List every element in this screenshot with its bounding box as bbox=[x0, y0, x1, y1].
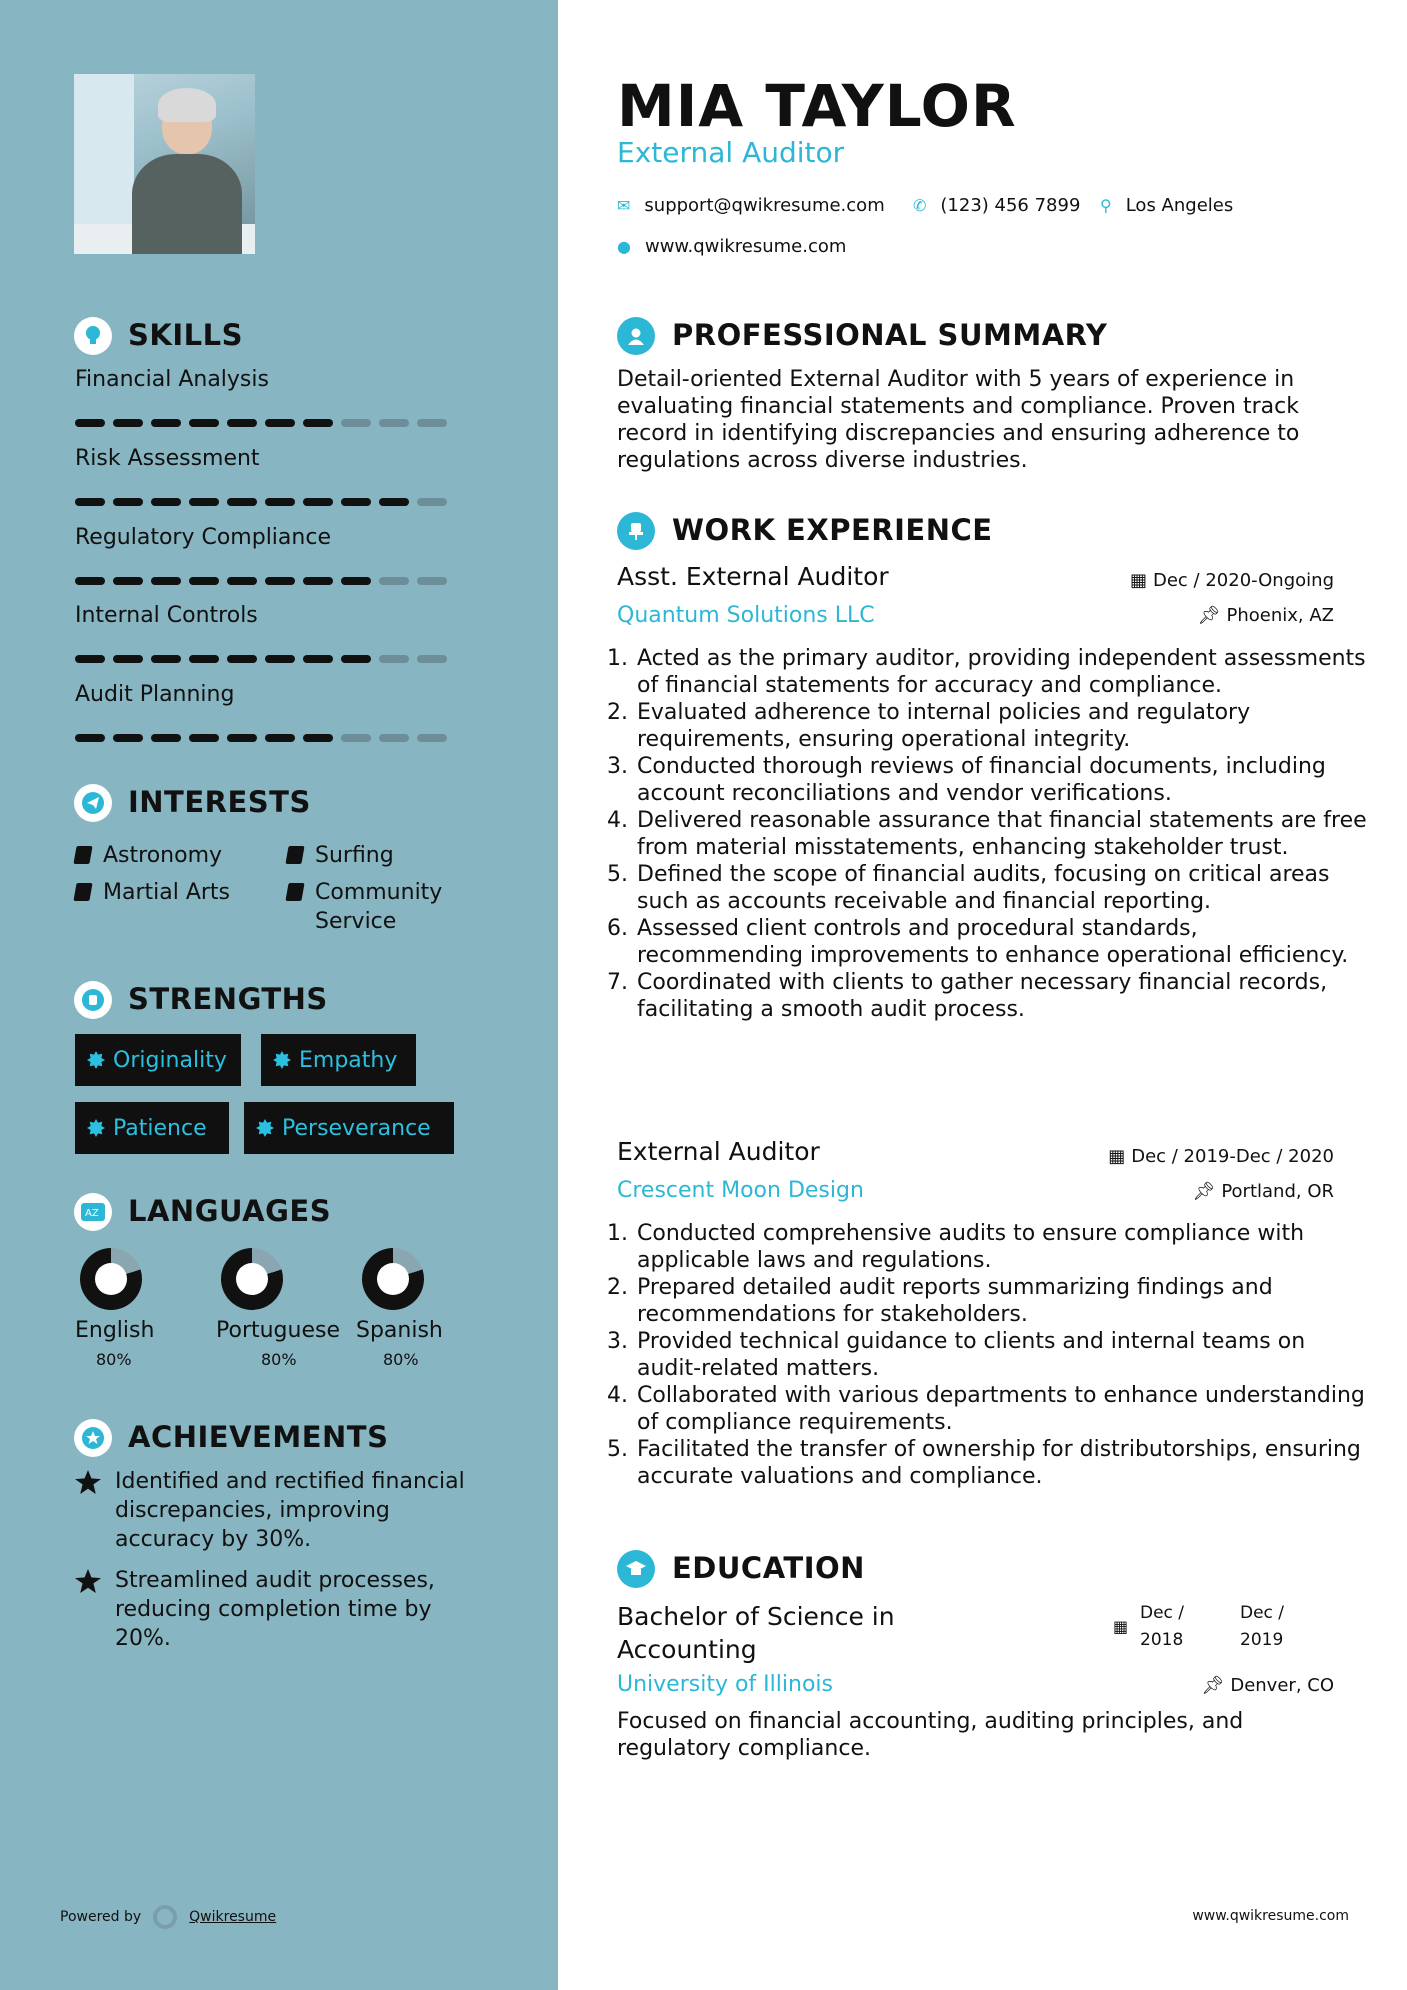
skill-segment-filled bbox=[189, 419, 219, 427]
skill-segment-filled bbox=[303, 577, 333, 585]
book-icon bbox=[73, 883, 92, 901]
footer-url[interactable]: www.qwikresume.com bbox=[1192, 1908, 1349, 1924]
interest-item: Community Service bbox=[287, 878, 472, 936]
skill-segment-filled bbox=[265, 498, 295, 506]
education-title: EDUCATION bbox=[672, 1551, 865, 1585]
skill-segment-filled bbox=[341, 655, 371, 663]
skill-segment-filled bbox=[151, 734, 181, 742]
skill-segment-filled bbox=[75, 577, 105, 585]
contact-phone[interactable]: ✆ (123) 456 7899 bbox=[913, 195, 1081, 216]
job-duties bbox=[612, 645, 1370, 1023]
skill-segment-filled bbox=[227, 419, 257, 427]
contact-email[interactable]: ✉ support@qwikresume.com bbox=[617, 195, 885, 216]
skill-segment-empty bbox=[417, 655, 447, 663]
skill-segment-filled bbox=[227, 734, 257, 742]
pin-icon: 📌︎ bbox=[1192, 1181, 1216, 1202]
skill-segment-filled bbox=[379, 498, 409, 506]
duty-item: 3. Conducted thorough reviews of financial documents, including account reconciliations and vendor verifications. bbox=[635, 753, 1370, 807]
skill-segment-filled bbox=[75, 498, 105, 506]
language-level: 80% bbox=[383, 1350, 419, 1369]
strength-badge: Originality bbox=[75, 1034, 241, 1086]
job-location: 📌︎ Portland, OR bbox=[1192, 1181, 1334, 1202]
skill-segment-filled bbox=[75, 419, 105, 427]
achievement-item: Streamlined audit processes, reducing completion time by 20%. bbox=[75, 1566, 485, 1653]
skill-segment-filled bbox=[265, 419, 295, 427]
pin-icon: 📌︎ bbox=[1197, 605, 1221, 626]
edu-description: Focused on financial accounting, auditing principles, and regulatory compliance. bbox=[617, 1709, 1244, 1761]
qwikresume-logo bbox=[153, 1905, 177, 1929]
language-name: Spanish bbox=[356, 1318, 443, 1343]
edu-date-start: Dec / 2018 bbox=[1140, 1603, 1185, 1650]
edu-date-end: Dec / 2019 bbox=[1240, 1603, 1285, 1650]
achievements-title: ACHIEVEMENTS bbox=[128, 1420, 389, 1454]
envelope-icon: ✉ bbox=[617, 196, 631, 215]
skill-segment-empty bbox=[341, 734, 371, 742]
skill-segment-filled bbox=[265, 577, 295, 585]
duty-item: 2. Prepared detailed audit reports summarizing findings and recommendations for stakeholders. bbox=[635, 1274, 1370, 1328]
burst-icon bbox=[87, 1051, 105, 1069]
duty-item: 4. Collaborated with various departments to enhance understanding of compliance requirements. bbox=[635, 1382, 1370, 1436]
language-name: English bbox=[75, 1318, 155, 1343]
edu-location: 📌︎ Denver, CO bbox=[1201, 1675, 1334, 1696]
burst-icon bbox=[87, 1119, 105, 1137]
candidate-name: MIA TAYLOR bbox=[617, 72, 1017, 140]
skill-segment-filled bbox=[303, 655, 333, 663]
duty-item: 7. Coordinated with clients to gather necessary financial records, facilitating a smooth audit process. bbox=[635, 969, 1370, 1023]
interest-item: Astronomy bbox=[75, 841, 222, 870]
duty-item: 1. Acted as the primary auditor, providing independent assessments of financial statements for accuracy and compliance. bbox=[635, 645, 1370, 699]
degree: Bachelor of Science in Accounting bbox=[617, 1602, 895, 1664]
languages-title: LANGUAGES bbox=[128, 1194, 332, 1228]
strength-badge: Perseverance bbox=[244, 1102, 454, 1154]
language-level-chart bbox=[80, 1248, 142, 1310]
skill-segment-filled bbox=[151, 498, 181, 506]
school: University of Illinois bbox=[617, 1672, 833, 1697]
pin-icon: 📌︎ bbox=[1201, 1675, 1225, 1696]
skill-name: Regulatory Compliance bbox=[75, 525, 331, 550]
skill-segment-filled bbox=[341, 498, 371, 506]
book-icon bbox=[73, 846, 92, 864]
star-badge-icon bbox=[74, 1419, 112, 1457]
lightbulb-icon bbox=[74, 317, 112, 355]
skill-segment-filled bbox=[303, 734, 333, 742]
skill-name: Audit Planning bbox=[75, 682, 235, 707]
skill-level-bar bbox=[75, 734, 447, 742]
skill-segment-filled bbox=[265, 655, 295, 663]
contact-location: ⚲ Los Angeles bbox=[1100, 195, 1234, 216]
skill-segment-filled bbox=[189, 734, 219, 742]
duty-item: 5. Facilitated the transfer of ownership for distributorships, ensuring accurate valuations and compliance. bbox=[635, 1436, 1370, 1490]
globe-icon: ● bbox=[617, 237, 631, 256]
star-icon bbox=[75, 1569, 101, 1593]
duty-item: 4. Delivered reasonable assurance that financial statements are free from material misstatements, enhancing stakeholder trust. bbox=[635, 807, 1370, 861]
skill-segment-filled bbox=[227, 498, 257, 506]
language-name: Portuguese bbox=[216, 1318, 340, 1343]
skill-segment-filled bbox=[113, 734, 143, 742]
star-icon bbox=[75, 1470, 101, 1494]
book-icon bbox=[285, 883, 304, 901]
map-pin-icon: ⚲ bbox=[1100, 196, 1112, 215]
brand-link[interactable]: Qwikresume bbox=[189, 1909, 277, 1925]
language-level: 80% bbox=[261, 1350, 297, 1369]
duty-item: 5. Defined the scope of financial audits, focusing on critical areas such as accounts receivable and financial reporting. bbox=[635, 861, 1370, 915]
duty-item: 3. Provided technical guidance to clients and internal teams on audit-related matters. bbox=[635, 1328, 1370, 1382]
skill-name: Financial Analysis bbox=[75, 367, 269, 392]
strengths-title: STRENGTHS bbox=[128, 982, 328, 1016]
skill-segment-empty bbox=[379, 577, 409, 585]
user-icon bbox=[617, 317, 655, 355]
duty-item: 2. Evaluated adherence to internal policies and regulatory requirements, ensuring operational integrity. bbox=[635, 699, 1370, 753]
skill-level-bar bbox=[75, 577, 447, 585]
summary-text: Detail-oriented External Auditor with 5 years of experience in evaluating financial statements and compliance. Proven track record in identifying discrepancies and ensuring adherence to regulations across diverse industries. bbox=[617, 367, 1300, 473]
skill-segment-filled bbox=[151, 577, 181, 585]
graduate-icon bbox=[617, 1550, 655, 1588]
burst-icon bbox=[273, 1051, 291, 1069]
skill-segment-empty bbox=[417, 577, 447, 585]
calendar-icon: ▦ bbox=[1113, 1617, 1129, 1636]
skill-segment-filled bbox=[189, 655, 219, 663]
candidate-role: External Auditor bbox=[617, 136, 845, 169]
skill-segment-filled bbox=[75, 655, 105, 663]
skill-level-bar bbox=[75, 655, 447, 663]
skill-segment-filled bbox=[227, 577, 257, 585]
experience-title: WORK EXPERIENCE bbox=[672, 513, 993, 547]
skill-segment-filled bbox=[303, 419, 333, 427]
calendar-icon: ▦ bbox=[1108, 1146, 1126, 1167]
skill-segment-empty bbox=[379, 419, 409, 427]
skill-segment-filled bbox=[303, 498, 333, 506]
powered-by: Powered by Qwikresume bbox=[60, 1905, 276, 1929]
skill-segment-filled bbox=[227, 655, 257, 663]
skills-title: SKILLS bbox=[128, 318, 243, 352]
job-location: 📌︎ Phoenix, AZ bbox=[1197, 605, 1334, 626]
profile-photo bbox=[74, 74, 255, 254]
contact-website[interactable]: ● www.qwikresume.com bbox=[617, 236, 847, 257]
skill-segment-filled bbox=[265, 734, 295, 742]
chair-icon bbox=[617, 512, 655, 550]
job-company: Quantum Solutions LLC bbox=[617, 603, 875, 628]
interests-title: INTERESTS bbox=[128, 785, 311, 819]
language-level-chart bbox=[221, 1248, 283, 1310]
duty-item: 6. Assessed client controls and procedural standards, recommending improvements to enhance operational efficiency. bbox=[635, 915, 1370, 969]
job-dates: ▦ Dec / 2020-Ongoing bbox=[1129, 570, 1334, 591]
skill-segment-empty bbox=[417, 419, 447, 427]
job-title: External Auditor bbox=[617, 1137, 820, 1166]
strength-badge: Empathy bbox=[261, 1034, 416, 1086]
skill-segment-empty bbox=[379, 655, 409, 663]
skill-name: Internal Controls bbox=[75, 603, 258, 628]
interest-item: Surfing bbox=[287, 841, 394, 870]
language-icon bbox=[74, 1193, 112, 1231]
skill-segment-filled bbox=[189, 577, 219, 585]
skill-level-bar bbox=[75, 498, 447, 506]
language-level: 80% bbox=[96, 1350, 132, 1369]
hand-icon bbox=[74, 981, 112, 1019]
strength-badge: Patience bbox=[75, 1102, 229, 1154]
paper-plane-icon bbox=[74, 784, 112, 822]
job-title: Asst. External Auditor bbox=[617, 562, 889, 591]
language-level-chart bbox=[362, 1248, 424, 1310]
skill-segment-empty bbox=[417, 498, 447, 506]
achievement-item: Identified and rectified financial discrepancies, improving accuracy by 30%. bbox=[75, 1467, 485, 1554]
skill-segment-empty bbox=[379, 734, 409, 742]
job-company: Crescent Moon Design bbox=[617, 1178, 864, 1203]
book-icon bbox=[285, 846, 304, 864]
skill-segment-filled bbox=[151, 419, 181, 427]
interest-item: Martial Arts bbox=[75, 878, 230, 907]
skill-segment-filled bbox=[189, 498, 219, 506]
skill-segment-filled bbox=[341, 577, 371, 585]
job-duties bbox=[612, 1220, 1370, 1490]
svg-text:AZ: AZ bbox=[85, 1208, 99, 1219]
skill-segment-filled bbox=[113, 577, 143, 585]
skill-segment-filled bbox=[151, 655, 181, 663]
skill-segment-filled bbox=[113, 655, 143, 663]
phone-icon: ✆ bbox=[913, 196, 927, 215]
summary-title: PROFESSIONAL SUMMARY bbox=[672, 318, 1108, 352]
skill-name: Risk Assessment bbox=[75, 446, 260, 471]
skill-segment-filled bbox=[113, 419, 143, 427]
duty-item: 1. Conducted comprehensive audits to ensure compliance with applicable laws and regulations. bbox=[635, 1220, 1370, 1274]
skill-segment-filled bbox=[113, 498, 143, 506]
skill-segment-filled bbox=[75, 734, 105, 742]
burst-icon bbox=[256, 1119, 274, 1137]
skill-segment-empty bbox=[417, 734, 447, 742]
calendar-icon: ▦ bbox=[1129, 570, 1147, 591]
job-dates: ▦ Dec / 2019-Dec / 2020 bbox=[1108, 1146, 1334, 1167]
skill-level-bar bbox=[75, 419, 447, 427]
skill-segment-empty bbox=[341, 419, 371, 427]
